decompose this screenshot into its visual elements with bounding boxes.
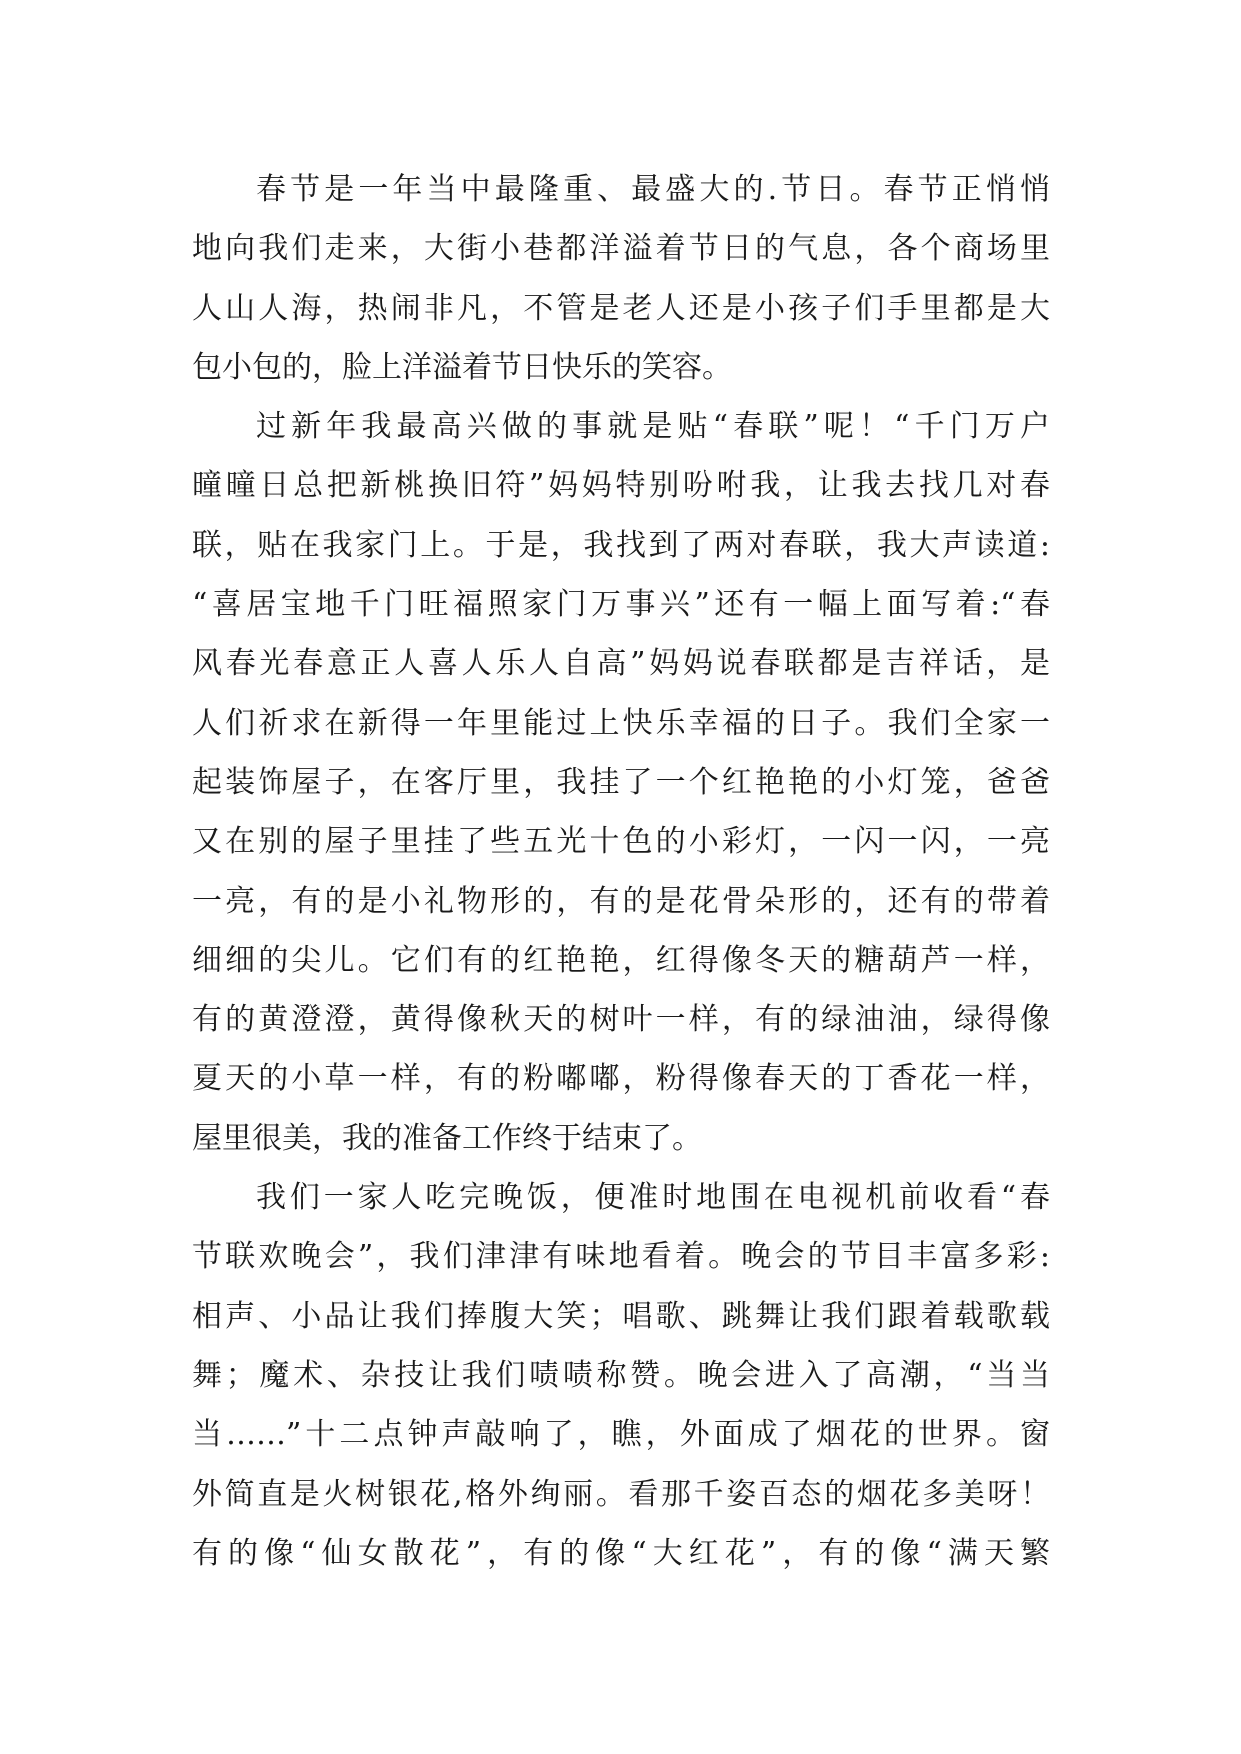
text-line: 包小包的，脸上洋溢着节日快乐的笑容。 <box>192 349 732 385</box>
text-line: 起装饰屋子，在客厅里，我挂了一个红艳艳的小灯笼，爸爸 <box>192 764 1050 800</box>
text-line: 相声、小品让我们捧腹大笑；唱歌、跳舞让我们跟着载歌载 <box>192 1298 1050 1334</box>
text-line: 过新年我最高兴做的事就是贴“春联”呢！“千门万户 <box>256 409 1050 445</box>
text-line: 舞；魔术、杂技让我们啧啧称赞。晚会进入了高潮，“当当 <box>192 1357 1050 1393</box>
text-line: 一亮，有的是小礼物形的，有的是花骨朵形的，还有的带着 <box>192 883 1050 919</box>
text-line: 当……”十二点钟声敲响了，瞧，外面成了烟花的世界。窗 <box>192 1417 1050 1453</box>
text-line: 夏天的小草一样，有的粉嘟嘟，粉得像春天的丁香花一样， <box>192 1061 1050 1097</box>
text-line: 有的像“仙女散花”，有的像“大红花”，有的像“满天繁 <box>192 1535 1050 1571</box>
text-line: “喜居宝地千门旺福照家门万事兴”还有一幅上面写着:“春 <box>192 587 1050 623</box>
text-line: 有的黄澄澄，黄得像秋天的树叶一样，有的绿油油，绿得像 <box>192 1002 1050 1038</box>
text-line: 风春光春意正人喜人乐人自高”妈妈说春联都是吉祥话，是 <box>192 646 1050 682</box>
text-line: 我们一家人吃完晚饭，便准时地围在电视机前收看“春 <box>256 1180 1050 1216</box>
text-line: 外简直是火树银花,格外绚丽。看那千姿百态的烟花多美呀！ <box>192 1476 1050 1512</box>
text-line: 又在别的屋子里挂了些五光十色的小彩灯，一闪一闪，一亮 <box>192 824 1050 860</box>
text-line: 春节是一年当中最隆重、最盛大的.节日。春节正悄悄 <box>256 172 1050 207</box>
text-line: 人山人海，热闹非凡，不管是老人还是小孩子们手里都是大 <box>192 290 1050 326</box>
text-line: 细细的尖儿。它们有的红艳艳，红得像冬天的糖葫芦一样， <box>192 942 1050 978</box>
text-line: 人们祈求在新得一年里能过上快乐幸福的日子。我们全家一 <box>192 705 1050 741</box>
paragraph-1 <box>192 160 1050 397</box>
paragraph-2 <box>192 397 1050 1168</box>
text-line: 屋里很美，我的准备工作终于结束了。 <box>192 1120 702 1156</box>
paragraph-3 <box>192 1168 1050 1583</box>
text-line: 曈曈日总把新桃换旧符”妈妈特别吩咐我，让我去找几对春 <box>192 468 1050 504</box>
text-line: 节联欢晚会”，我们津津有味地看着。晚会的节目丰富多彩: <box>192 1239 1050 1275</box>
text-line: 地向我们走来，大街小巷都洋溢着节日的气息，各个商场里 <box>192 231 1050 267</box>
text-line: 联，贴在我家门上。于是，我找到了两对春联，我大声读道: <box>192 527 1050 563</box>
document-body <box>192 160 1050 1583</box>
